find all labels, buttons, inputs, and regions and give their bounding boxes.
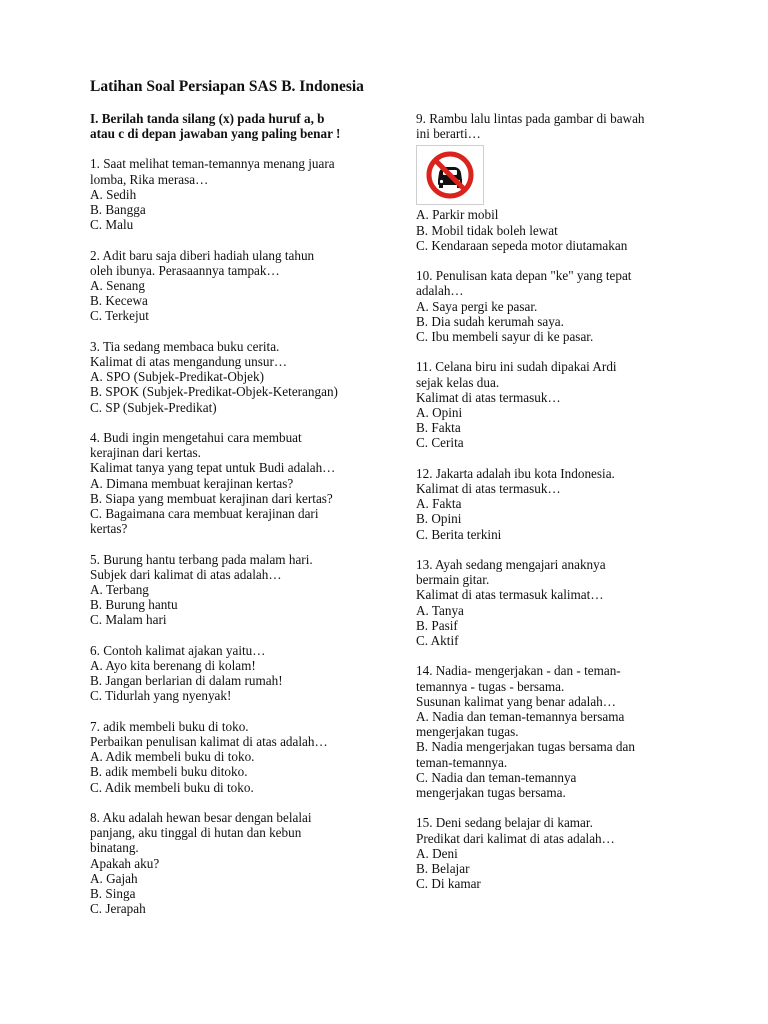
question-text-line: bermain gitar. bbox=[416, 572, 490, 588]
question-text-line: temannya - tugas - bersama. bbox=[416, 678, 565, 694]
question-text-line: 5. Burung hantu terbang pada malam hari. bbox=[90, 551, 313, 567]
answer-option: A. Saya pergi ke pasar. bbox=[416, 298, 538, 314]
answer-option: mengerjakan tugas. bbox=[416, 724, 519, 740]
question-text-line: Kalimat di atas mengandung unsur… bbox=[90, 354, 288, 370]
question-text-line: 12. Jakarta adalah ibu kota Indonesia. bbox=[416, 465, 615, 481]
answer-option: B. Kecewa bbox=[90, 293, 148, 309]
answer-option: C. Jerapah bbox=[90, 901, 146, 917]
question-text-line: Predikat dari kalimat di atas adalah… bbox=[416, 830, 615, 846]
question-text-line: Perbaikan penulisan kalimat di atas adalah… bbox=[90, 734, 328, 750]
question-text-line: 14. Nadia- mengerjakan - dan - teman- bbox=[416, 663, 621, 679]
instruction bbox=[90, 111, 390, 141]
instruction-line: atau c di depan jawaban yang paling benar ! bbox=[90, 126, 341, 142]
answer-option: A. Sedih bbox=[90, 186, 137, 202]
answer-option: C. Tidurlah yang nyenyak! bbox=[90, 688, 232, 704]
question-block bbox=[90, 719, 390, 795]
answer-option: B. Fakta bbox=[416, 420, 461, 436]
instruction-line: I. Berilah tanda silang (x) pada huruf a, b bbox=[90, 111, 325, 126]
question-text-line: kerajinan dari kertas. bbox=[90, 445, 201, 461]
answer-option: A. Terbang bbox=[90, 582, 149, 598]
question-block bbox=[90, 156, 390, 232]
question-text-line: 9. Rambu lalu lintas pada gambar di bawah bbox=[416, 111, 645, 126]
answer-option: C. Adik membeli buku di toko. bbox=[90, 779, 254, 795]
left-column bbox=[90, 111, 390, 932]
question-text-line: Kalimat di atas termasuk… bbox=[416, 389, 561, 405]
question-text-line: lomba, Rika merasa… bbox=[90, 171, 209, 187]
question-block bbox=[416, 815, 716, 891]
question-text-line: 3. Tia sedang membaca buku cerita. bbox=[90, 338, 280, 354]
answer-option: C. Berita terkini bbox=[416, 526, 502, 542]
left-question-list bbox=[90, 156, 390, 916]
answer-option: B. Nadia mengerjakan tugas bersama dan bbox=[416, 739, 635, 755]
answer-option: C. Terkejut bbox=[90, 308, 149, 324]
question-text-line: 1. Saat melihat teman-temannya menang juara bbox=[90, 156, 335, 172]
answer-option: B. Burung hantu bbox=[90, 597, 178, 613]
answer-option: teman-temannya. bbox=[416, 754, 508, 770]
answer-option: C. Bagaimana cara membuat kerajinan dari bbox=[90, 506, 319, 522]
answer-option: B. Belajar bbox=[416, 861, 470, 877]
answer-option: B. Jangan berlarian di dalam rumah! bbox=[90, 673, 283, 689]
question-block bbox=[416, 111, 716, 253]
question-block bbox=[90, 643, 390, 704]
question-text-line: 15. Deni sedang belajar di kamar. bbox=[416, 815, 593, 831]
answer-option: B. Pasif bbox=[416, 617, 458, 633]
question-text-line: Subjek dari kalimat di atas adalah… bbox=[90, 566, 282, 582]
answer-option: B. Mobil tidak boleh lewat bbox=[416, 222, 558, 238]
question-block bbox=[416, 466, 716, 542]
question-text-line: 10. Penulisan kata depan "ke" yang tepat bbox=[416, 268, 632, 284]
question-text-line: 8. Aku adalah hewan besar dengan belalai bbox=[90, 810, 312, 826]
answer-option: C. Ibu membeli sayur di ke pasar. bbox=[416, 329, 594, 345]
question-block bbox=[416, 359, 716, 450]
question-text-line: Kalimat di atas termasuk… bbox=[416, 481, 561, 497]
answer-option: B. Dia sudah kerumah saya. bbox=[416, 313, 564, 329]
answer-option: B. adik membeli buku ditoko. bbox=[90, 764, 248, 780]
right-column bbox=[416, 111, 716, 907]
answer-option: A. Nadia dan teman-temannya bersama bbox=[416, 709, 625, 725]
question-text-line: 11. Celana biru ini sudah dipakai Ardi bbox=[416, 359, 617, 375]
answer-option: C. Aktif bbox=[416, 633, 459, 649]
question-text-line: Susunan kalimat yang benar adalah… bbox=[416, 693, 616, 709]
question-text-line: 2. Adit baru saja diberi hadiah ulang tahun bbox=[90, 247, 315, 263]
question-text-line: sejak kelas dua. bbox=[416, 374, 500, 390]
question-text-line: 6. Contoh kalimat ajakan yaitu… bbox=[90, 642, 266, 658]
question-block bbox=[416, 268, 716, 344]
answer-option: A. Senang bbox=[90, 278, 145, 294]
answer-option: C. Malu bbox=[90, 217, 134, 233]
answer-option: B. Opini bbox=[416, 511, 462, 527]
answer-option: mengerjakan tugas bersama. bbox=[416, 785, 566, 801]
question-block bbox=[90, 248, 390, 324]
no-car-sign-icon bbox=[416, 145, 484, 205]
question-text-line: binatang. bbox=[90, 840, 139, 856]
question-text-line: oleh ibunya. Perasaannya tampak… bbox=[90, 262, 280, 278]
question-text-line: adalah… bbox=[416, 283, 464, 299]
question-block bbox=[416, 557, 716, 648]
answer-option: A. Adik membeli buku di toko. bbox=[90, 749, 255, 765]
answer-option: A. Fakta bbox=[416, 496, 462, 512]
question-block bbox=[416, 663, 716, 800]
question-text-line: 7. adik membeli buku di toko. bbox=[90, 718, 249, 734]
question-block bbox=[90, 339, 390, 415]
answer-option: C. Nadia dan teman-temannya bbox=[416, 769, 577, 785]
question-block bbox=[90, 552, 390, 628]
answer-option: C. SP (Subjek-Predikat) bbox=[90, 399, 217, 415]
answer-option: A. Gajah bbox=[90, 870, 138, 886]
answer-option: C. Di kamar bbox=[416, 876, 481, 892]
question-text-line: panjang, aku tinggal di hutan dan kebun bbox=[90, 825, 302, 841]
answer-option: B. Bangga bbox=[90, 202, 146, 218]
answer-option: B. Siapa yang membuat kerajinan dari kertas? bbox=[90, 490, 333, 506]
right-question-list bbox=[416, 111, 716, 891]
question-text-line: 4. Budi ingin mengetahui cara membuat bbox=[90, 430, 302, 446]
question-text-line: Apakah aku? bbox=[90, 855, 160, 871]
answer-option: B. Singa bbox=[90, 886, 136, 902]
answer-option: A. Ayo kita berenang di kolam! bbox=[90, 658, 256, 674]
worksheet-title: Latihan Soal Persiapan SAS B. Indonesia bbox=[90, 78, 364, 95]
question-block bbox=[90, 430, 390, 536]
answer-option: C. Cerita bbox=[416, 435, 464, 451]
answer-option: B. SPOK (Subjek-Predikat-Objek-Keterangan) bbox=[90, 384, 338, 400]
answer-option: C. Kendaraan sepeda motor diutamakan bbox=[416, 237, 628, 253]
answer-option: C. Malam hari bbox=[90, 612, 167, 628]
question-text-line: Kalimat tanya yang tepat untuk Budi adalah… bbox=[90, 460, 336, 476]
answer-option: A. Deni bbox=[416, 845, 458, 861]
answer-option: kertas? bbox=[90, 521, 128, 537]
answer-option: A. Parkir mobil bbox=[416, 207, 499, 223]
question-text-line: 13. Ayah sedang mengajari anaknya bbox=[416, 557, 606, 573]
answer-option: A. Dimana membuat kerajinan kertas? bbox=[90, 475, 294, 491]
answer-option: A. Opini bbox=[416, 405, 463, 421]
question-text-line: Kalimat di atas termasuk kalimat… bbox=[416, 587, 604, 603]
question-block bbox=[90, 810, 390, 916]
question-text-line: ini berarti… bbox=[416, 126, 481, 142]
answer-option: A. Tanya bbox=[416, 602, 464, 618]
answer-option: A. SPO (Subjek-Predikat-Objek) bbox=[90, 369, 264, 385]
